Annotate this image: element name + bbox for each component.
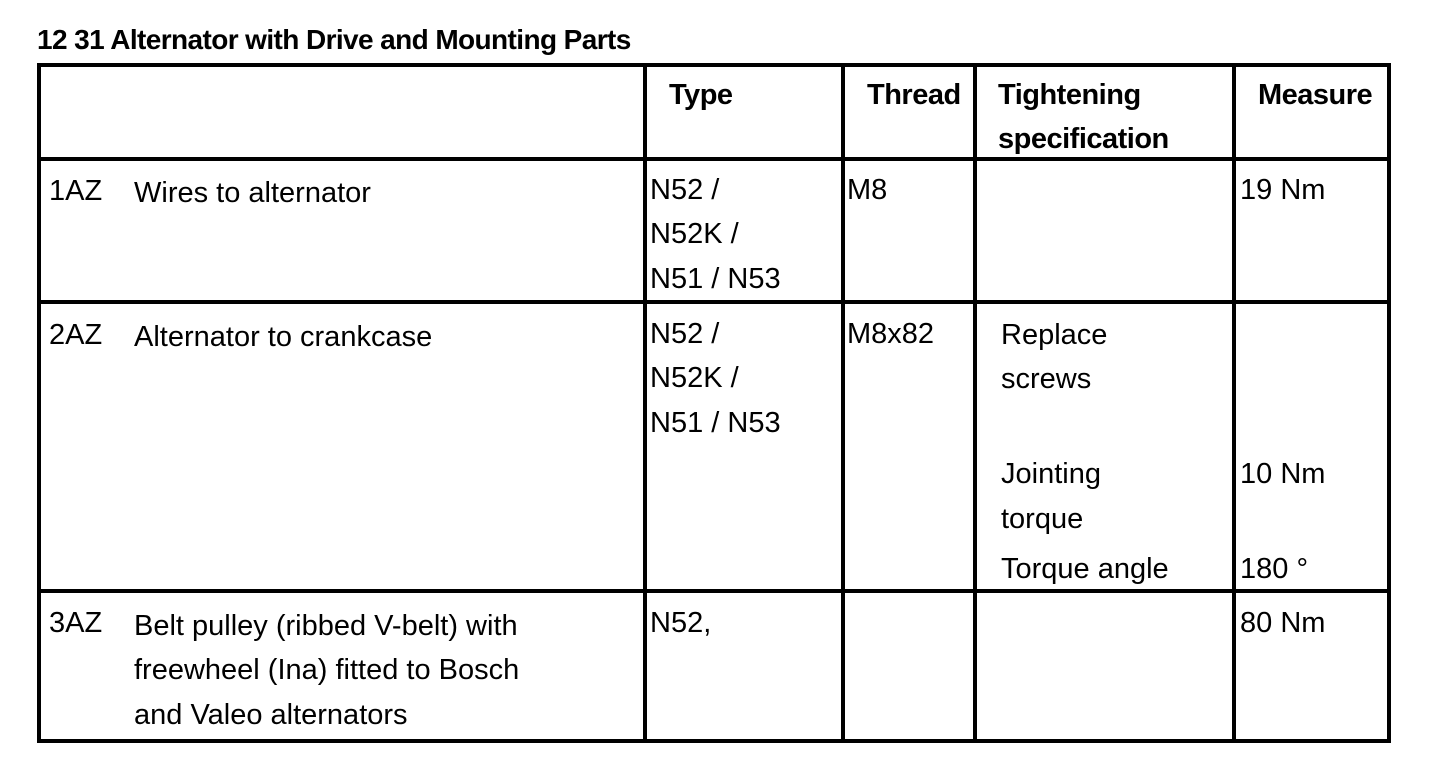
row-2-type-line3: N51 / N53 <box>650 407 781 439</box>
page-title: 12 31 Alternator with Drive and Mounting Parts <box>37 24 631 55</box>
row-3-type-line1: N52, <box>650 607 712 639</box>
row-divider <box>41 589 1387 593</box>
header-measure: Measure <box>1258 79 1373 111</box>
row-1-thread: M8 <box>847 174 888 206</box>
row-2-spec-2-measure: 10 Nm <box>1240 458 1326 490</box>
row-2-thread: M8x82 <box>847 318 935 350</box>
row-3-description-line1: Belt pulley (ribbed V-belt) with <box>134 610 518 642</box>
row-3-measure: 80 Nm <box>1240 607 1326 639</box>
row-3-id: 3AZ <box>49 607 103 639</box>
row-1-measure: 19 Nm <box>1240 174 1326 206</box>
header-type: Type <box>669 79 733 111</box>
torque-spec-table <box>37 63 1391 743</box>
row-1-type-line2: N52K / <box>650 218 739 250</box>
header-thread: Thread <box>867 79 961 111</box>
row-2-type-line1: N52 / <box>650 318 720 350</box>
row-2-spec-3-measure: 180 ° <box>1240 553 1309 585</box>
row-2-spec-3-line1: Torque angle <box>1001 553 1169 585</box>
column-divider <box>643 67 647 739</box>
row-2-spec-2-line1: Jointing <box>1001 458 1101 490</box>
row-2-description: Alternator to crankcase <box>134 321 433 353</box>
column-divider <box>973 67 977 739</box>
column-divider <box>1232 67 1236 739</box>
row-1-description: Wires to alternator <box>134 177 371 209</box>
row-3-description-line3: and Valeo alternators <box>134 699 408 731</box>
row-2-id: 2AZ <box>49 319 103 351</box>
column-divider <box>841 67 845 739</box>
row-3-description-line2: freewheel (Ina) fitted to Bosch <box>134 654 520 686</box>
row-2-spec-1-line1: Replace <box>1001 319 1108 351</box>
row-2-type-line2: N52K / <box>650 362 739 394</box>
header-tightening-line2: specification <box>998 123 1169 155</box>
row-1-type-line1: N52 / <box>650 174 720 206</box>
header-tightening-line1: Tightening <box>998 79 1141 111</box>
row-2-spec-2-line2: torque <box>1001 503 1084 535</box>
row-1-id: 1AZ <box>49 175 103 207</box>
row-2-spec-1-line2: screws <box>1001 363 1092 395</box>
row-divider <box>41 157 1387 161</box>
row-1-type-line3: N51 / N53 <box>650 263 781 295</box>
